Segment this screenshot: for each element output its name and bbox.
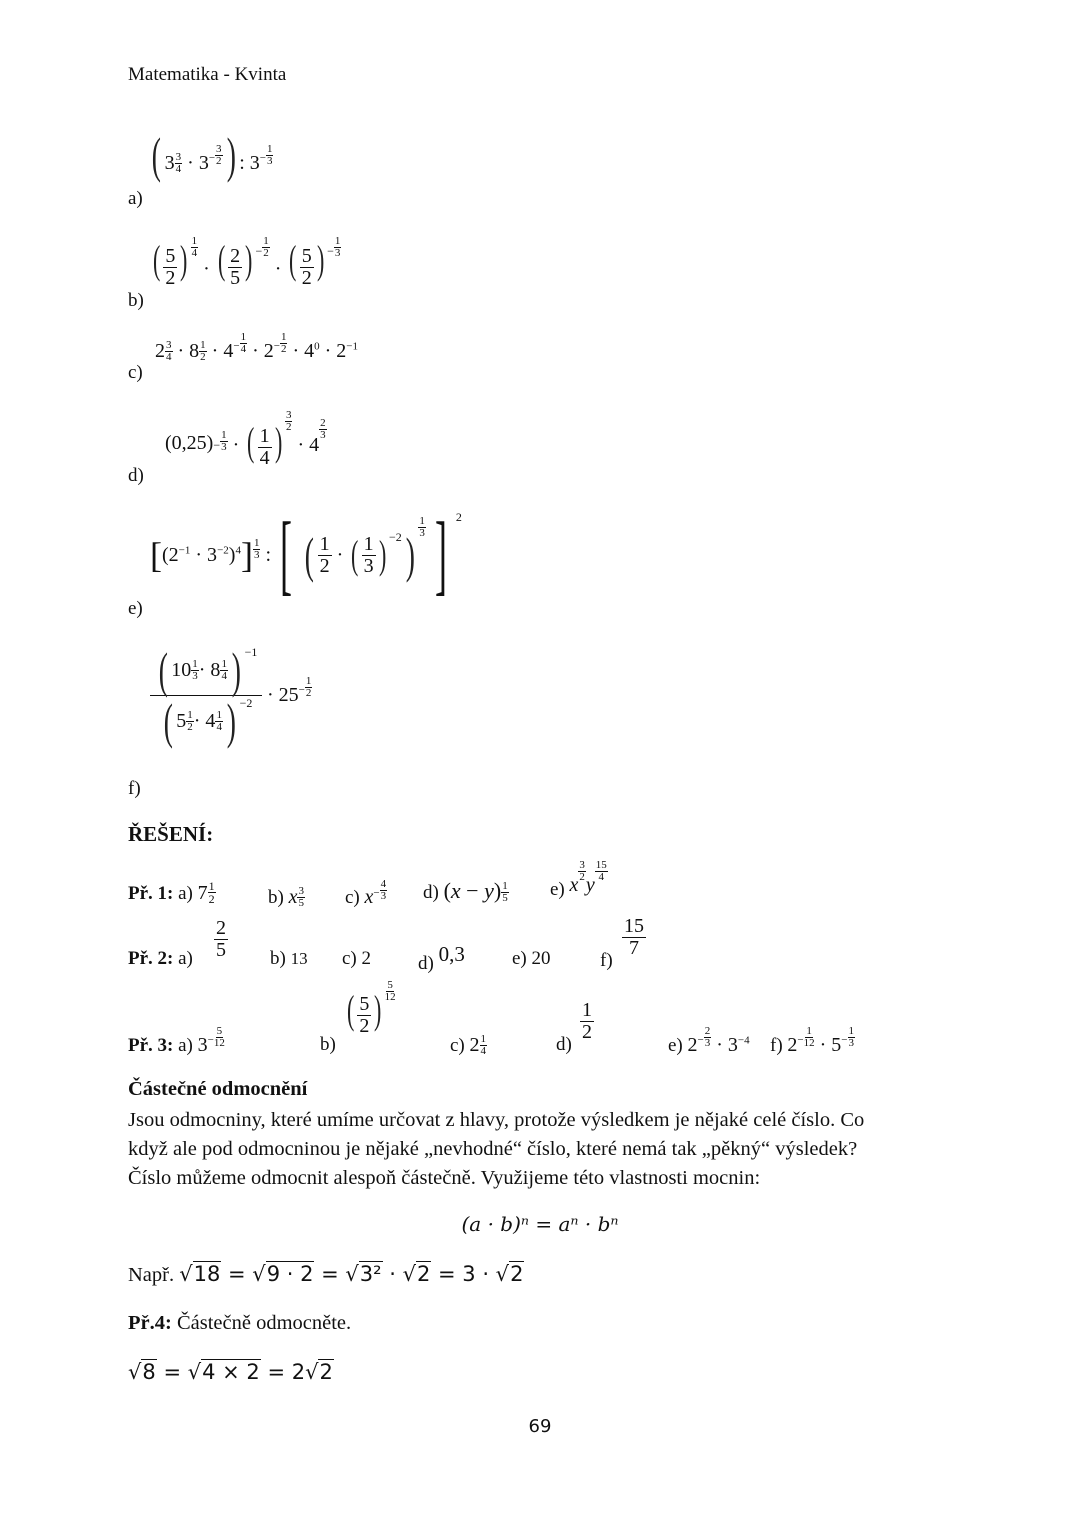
base-0-25: (0,25) [165,432,214,454]
sol2-b-label: b) [270,948,286,969]
sol2-a-value [214,918,228,961]
sol3-c: c) 2 $\frac{1}{4}$ [450,1033,487,1057]
paragraph-line-1: Jsou odmocniny, které umíme určovat z hlavy, protože výsledkem je nějaké celé číslo. Co [128,1109,865,1131]
sol2-c-label: c) [342,948,357,969]
sol2-d-label: d) [418,953,434,974]
sol3-d-label: d) [556,1034,572,1055]
page-header: Matematika - Kvinta [128,64,287,85]
sol3-f: f) $2^{- \frac{1}{12}}$ · $5^{- \frac{1}{3}}$ [770,1025,855,1056]
item-label-b: b) [128,290,144,311]
power-formula: (a · b)ⁿ = aⁿ · bⁿ [461,1212,619,1236]
solution-label-2: Př. 2: [128,948,174,969]
sol3-d-num: 1 [582,999,592,1021]
sol1-c: c) $x^{- \frac{4}{3}}$ [345,877,387,908]
sol3-b-value: ( $\frac{5}{2}$ ) 5 12 [346,979,396,1037]
sol2-a-num: 2 [216,917,226,939]
expression-a: ( 3 $\frac{3}{4}$ · $3^{- \frac{3}{2}}$ ) : $3^{- \frac{1}{3}}$ [151,127,273,183]
sol1-a-label: a) [178,883,193,904]
sol1-d: d) (x − y) $\frac{1}{5}$ [423,878,508,904]
exercise4-math: √8 = √4 × 2 = 2√2 [128,1360,333,1384]
solutions-heading: ŘEŠENÍ: [128,822,214,846]
sol2-a-den: 5 [216,939,226,961]
expression-c: 2 $\frac{3}{4}$ · 8 $\frac{1}{2}$ · $4^{- \frac{1}{4}}$ · $2^{- \frac{1}{2}}$ · $4^0 \cdot 2^{-1}$ [155,331,359,363]
partial-heading: Částečné odmocnění [128,1078,308,1100]
sol2-b [270,948,308,970]
item-label-e: e) [128,598,143,619]
sol2-f-num: 15 [624,915,644,937]
sol2-f-label: f) [600,950,613,971]
paragraph-line-3: Číslo můžeme odmocnit alespoň částečně. Využijeme této vlastnosti mocnin: [128,1167,761,1189]
sol2-e-value: 20 [531,948,551,969]
exercise4-label: Př.4: [128,1312,172,1334]
solution-label-3: Př. 3: [128,1035,174,1056]
expression-d: (0,25) − $\frac{1}{3}$ · ( $\frac{1}{4}$ ) 3 2 · 4 $^{2 3}$ [165,409,326,469]
solution-row-3 [128,1025,225,1057]
sol2-c-value: 2 [361,948,372,969]
sol1-a-value: 7 $\frac{1}{2}$ [197,879,215,906]
example-line [128,1262,524,1287]
example-math: √18 = √9 · 2 = √3² · √2 = 3 · √2 [179,1262,524,1286]
sol2-b-value: 13 [290,949,308,968]
sol2-d-value: 0,3 [438,942,465,966]
solution-row-1 [128,880,216,905]
expression-f: ( 10 $\frac{1}{3}$ · 8 1 4 ) −1 ( 5 $\frac{1}{2}$ · 4 1 4 ) −2 · $25^{- \frac{1}{2}}$ [150,645,312,746]
sol1-e: e) x 3 2 y 15 4 [550,859,607,900]
partial-paragraph [128,1106,948,1193]
item-label-f: f) [128,778,141,799]
sol1-d-label: d) [423,882,439,903]
sol3-b-label: b) [320,1034,336,1055]
sol3-a-value: $3^{- \frac{5}{12}}$ [197,1025,225,1056]
exercise4-line [128,1312,351,1335]
sol2-d [418,942,465,974]
sol2-f-den: 7 [629,937,639,959]
page-number: 69 [528,1416,552,1437]
exercise4-text: Částečně odmocněte. [176,1312,352,1334]
sol3-e-label: e) [668,1035,683,1056]
paragraph-line-2: když ale pod odmocninou je nějaké „nevhodné“ číslo, které nemá tak „pěkný“ výsledek? [128,1138,858,1160]
expression-b: ( $\frac{5}{2}$ ) 1 4 · ( $\frac{2}{5}$ ) − $\frac{1}{2}$ · ( $\frac{5}{2}$ ) − $\frac{1}{3}$ [152,235,341,289]
sol2-f-value [622,916,646,959]
item-label-d: d) [128,465,144,486]
item-label-c: c) [128,362,143,383]
expression-e: [ $(2^{-1} \cdot 3^{-2})^4$ ] 1 3 : [ ( $\frac{1}{2}$ · ( $\frac{1}{3}$ ) −2 ) 1 3 ] 2 [150,505,462,604]
item-label-a: a) [128,188,143,209]
solution-row-2 [128,948,193,970]
sol3-a-label: a) [178,1035,193,1056]
sol1-b: b) x $\frac{3}{5}$ [268,885,304,909]
sol3-d-value [580,1000,594,1043]
sol3-e: e) $2^{- \frac{2}{3}}$ · $3^{-4}$ [668,1025,750,1056]
example-prefix: Např. [128,1264,175,1286]
sol1-e-label: e) [550,879,565,900]
sol1-b-label: b) [268,887,284,908]
sol2-c [342,948,371,970]
sol3-c-label: c) [450,1035,465,1056]
sol3-d-den: 2 [582,1021,592,1043]
sol2-e-label: e) [512,948,527,969]
sol2-a-label: a) [178,948,193,969]
sol1-c-label: c) [345,887,360,908]
sol2-e [512,948,551,970]
solution-label-1: Př. 1: [128,883,174,904]
sol3-f-label: f) [770,1035,783,1056]
